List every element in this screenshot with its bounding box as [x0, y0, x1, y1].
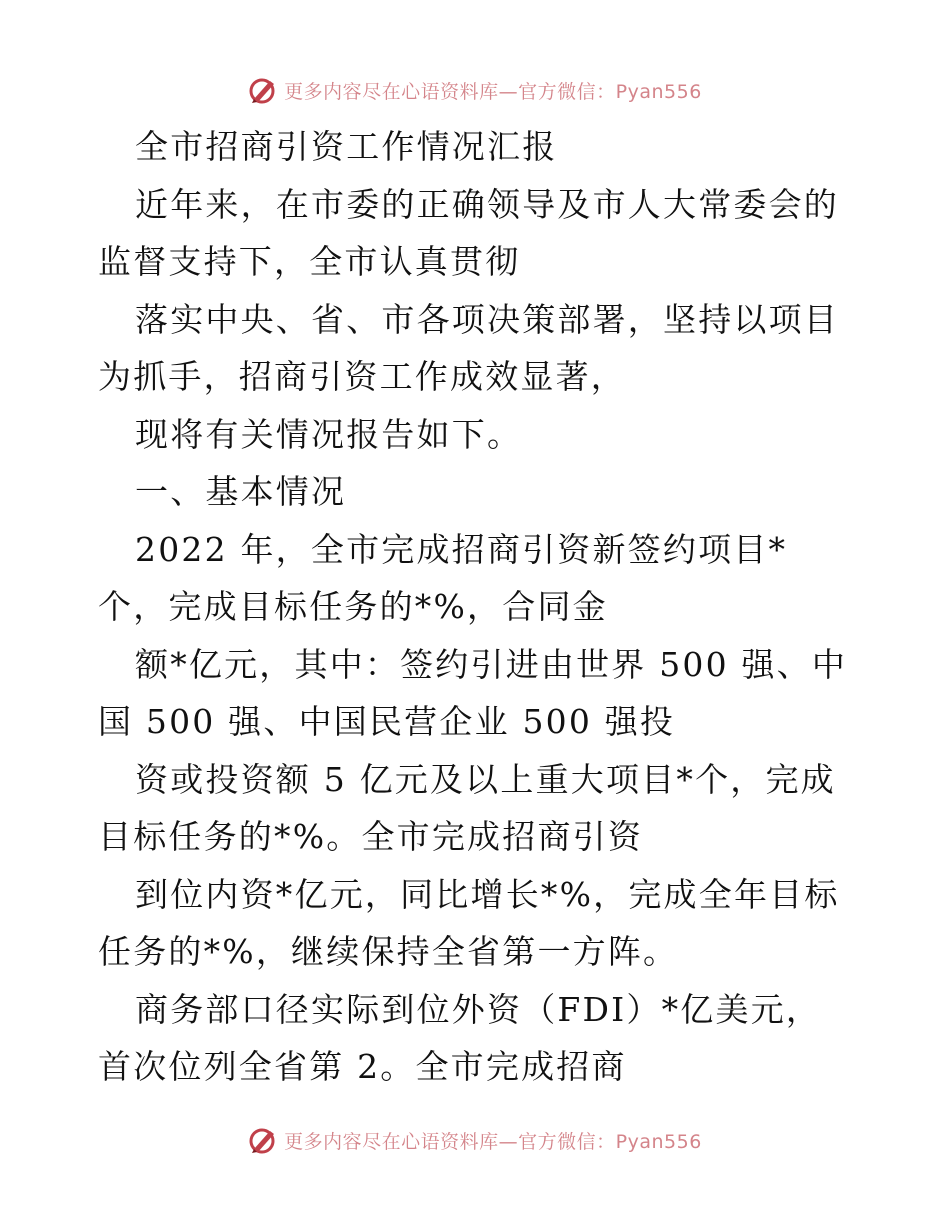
section-heading: 一、基本情况	[135, 472, 347, 511]
watermark-header	[0, 70, 950, 110]
paragraph: 落实中央、省、市各项决策部署，坚持以项目为抓手，招商引资工作成效显著，	[98, 299, 839, 396]
paragraph: 近年来，在市委的正确领导及市人大常委会的监督支持下，全市认真贯彻	[98, 184, 839, 281]
document-title: 全市招商引资工作情况汇报	[135, 127, 558, 166]
paragraph: 2022 年，全市完成招商引资新签约项目*个，完成目标任务的*%，合同金	[98, 529, 788, 626]
paragraph: 额*亿元，其中：签约引进由世界 500 强、中国 500 强、中国民营企业 500 强投	[98, 644, 848, 741]
pen-logo-icon	[248, 75, 278, 105]
paragraph: 现将有关情况报告如下。	[135, 414, 523, 454]
watermark-text: 更多内容尽在心语资料库—官方微信：Pyan556	[284, 1130, 702, 1153]
watermark-footer	[0, 1120, 950, 1160]
pen-logo-icon	[248, 1125, 278, 1155]
paragraph: 商务部口径实际到位外资（FDI）*亿美元，首次位列全省第 2。全市完成招商	[98, 989, 822, 1086]
paragraph: 资或投资额 5 亿元及以上重大项目*个，完成目标任务的*%。全市完成招商引资	[98, 759, 836, 856]
watermark-text: 更多内容尽在心语资料库—官方微信：Pyan556	[284, 80, 702, 103]
document-body	[98, 118, 854, 1096]
paragraph: 到位内资*亿元，同比增长*%，完成全年目标任务的*%，继续保持全省第一方阵。	[98, 874, 840, 971]
